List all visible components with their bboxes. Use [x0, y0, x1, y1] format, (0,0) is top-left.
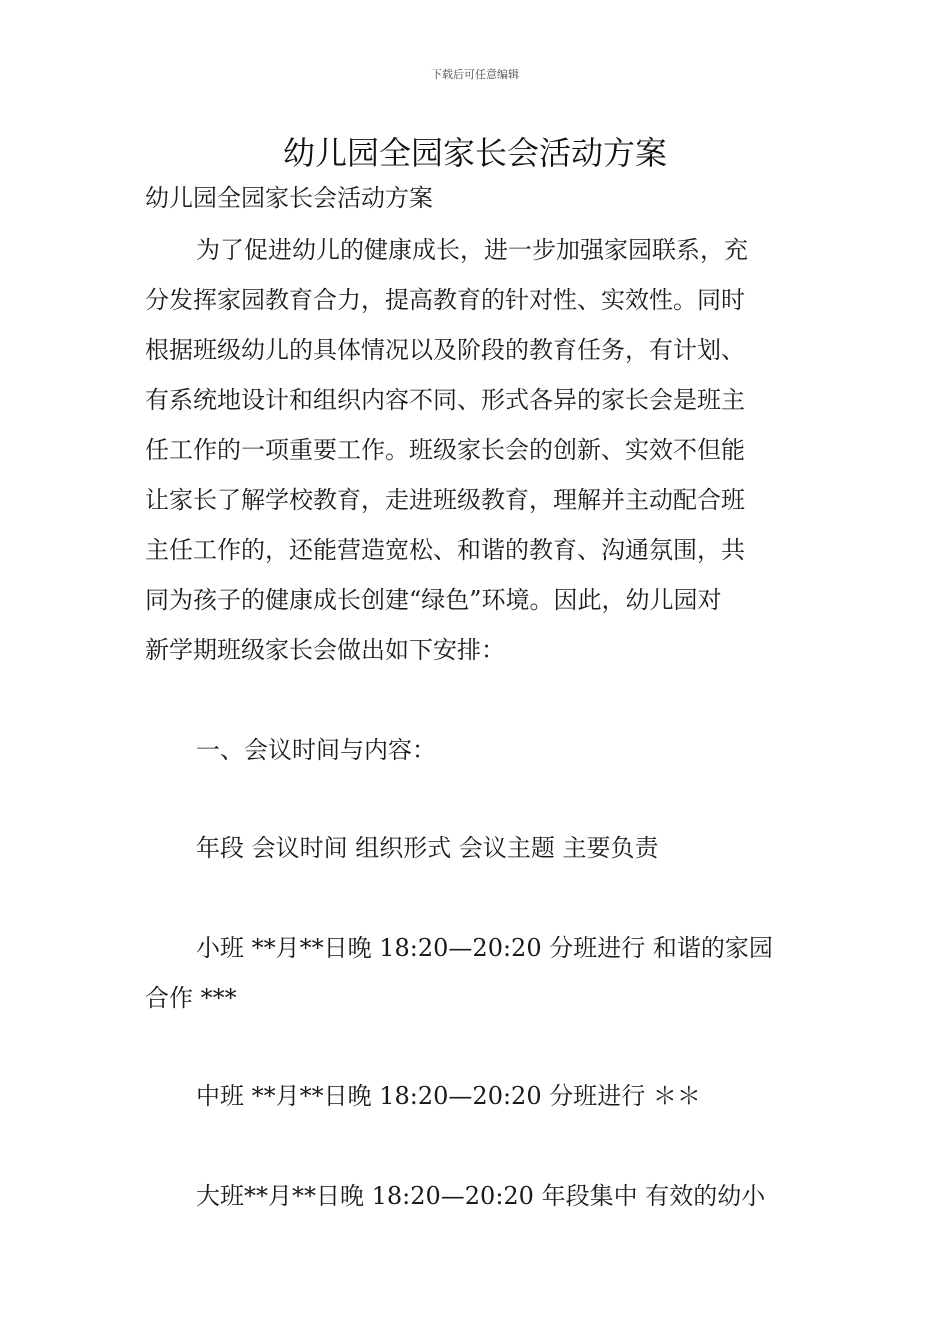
small-class-line-1: 小班 **月**日晚 18:20—20:20 分班进行 和谐的家园 [196, 934, 773, 962]
middle-class-line: 中班 **月**日晚 18:20—20:20 分班进行 ＊＊ [196, 1082, 701, 1110]
large-class-line: 大班**月**日晚 18:20—20:20 年段集中 有效的幼小 [196, 1182, 766, 1210]
intro-line-8: 同为孩子的健康成长创建“绿色”环境。因此，幼儿园对 [145, 586, 722, 614]
intro-line-5: 任工作的一项重要工作。班级家长会的创新、实效不但能 [145, 436, 745, 464]
intro-line-1: 为了促进幼儿的健康成长，进一步加强家园联系，充 [196, 236, 748, 264]
document-subtitle: 幼儿园全园家长会活动方案 [145, 184, 433, 212]
document-title: 幼儿园全园家长会活动方案 [282, 134, 667, 172]
small-class-line-2: 合作 *** [145, 984, 237, 1012]
intro-line-4: 有系统地设计和组织内容不同、形式各异的家长会是班主 [145, 386, 745, 414]
intro-line-6: 让家长了解学校教育，走进班级教育，理解并主动配合班 [145, 486, 745, 514]
intro-line-9: 新学期班级家长会做出如下安排： [145, 636, 505, 664]
section-heading: 一、会议时间与内容： [196, 736, 436, 764]
intro-line-7: 主任工作的，还能营造宽松、和谐的教育、沟通氛围，共 [145, 536, 745, 564]
intro-line-3: 根据班级幼儿的具体情况以及阶段的教育任务，有计划、 [145, 336, 745, 364]
header-note: 下载后可任意编辑 [431, 68, 519, 81]
table-header-line: 年段 会议时间 组织形式 会议主题 主要负责 [196, 834, 659, 862]
intro-line-2: 分发挥家园教育合力，提高教育的针对性、实效性。同时 [145, 286, 745, 314]
